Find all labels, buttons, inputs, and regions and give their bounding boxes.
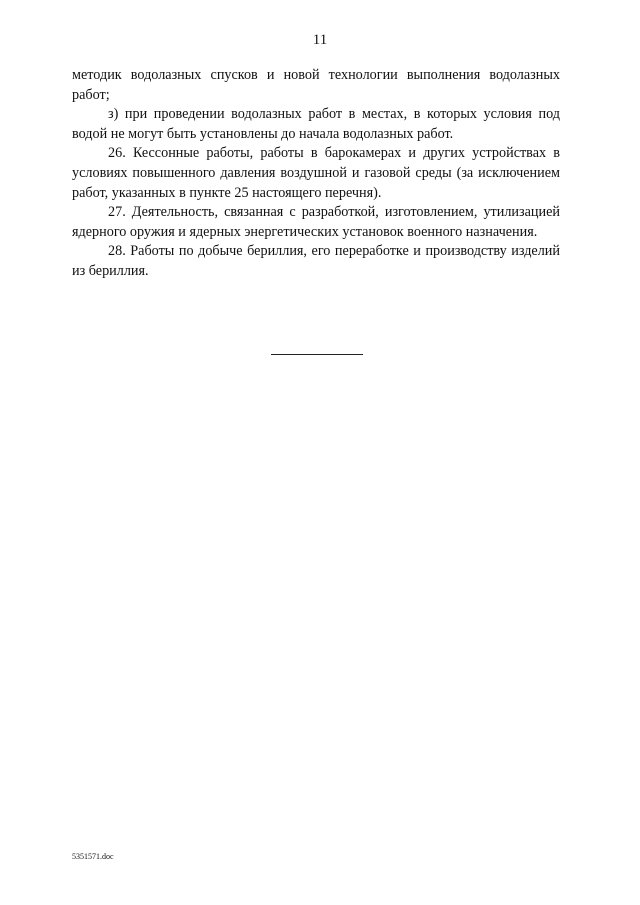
paragraph-item-z: з) при проведении водолазных работ в местах, в которых условия под водой не могут быть установлены до начала водолазных работ.	[72, 106, 560, 142]
page-number: 11	[312, 32, 328, 48]
document-body	[72, 66, 560, 282]
end-separator-line	[271, 354, 363, 355]
paragraph-item-26: 26. Кессонные работы, работы в барокамерах и других устройствах в условиях повышенного давления воздушной и газовой среды (за исключением работ, указанных в пункте 25 настоящего перечня).	[72, 145, 560, 201]
paragraph-continuation: методик водолазных спусков и новой технологии выполнения водолазных работ;	[72, 67, 560, 103]
paragraph-item-27: 27. Деятельность, связанная с разработкой, изготовлением, утилизацией ядерного оружия и ядерных энергетических установок военного назначения.	[72, 204, 560, 240]
paragraph-item-28: 28. Работы по добыче бериллия, его переработке и производству изделий из бериллия.	[72, 243, 560, 279]
footer-document-code: 5351571.doc	[72, 852, 114, 861]
